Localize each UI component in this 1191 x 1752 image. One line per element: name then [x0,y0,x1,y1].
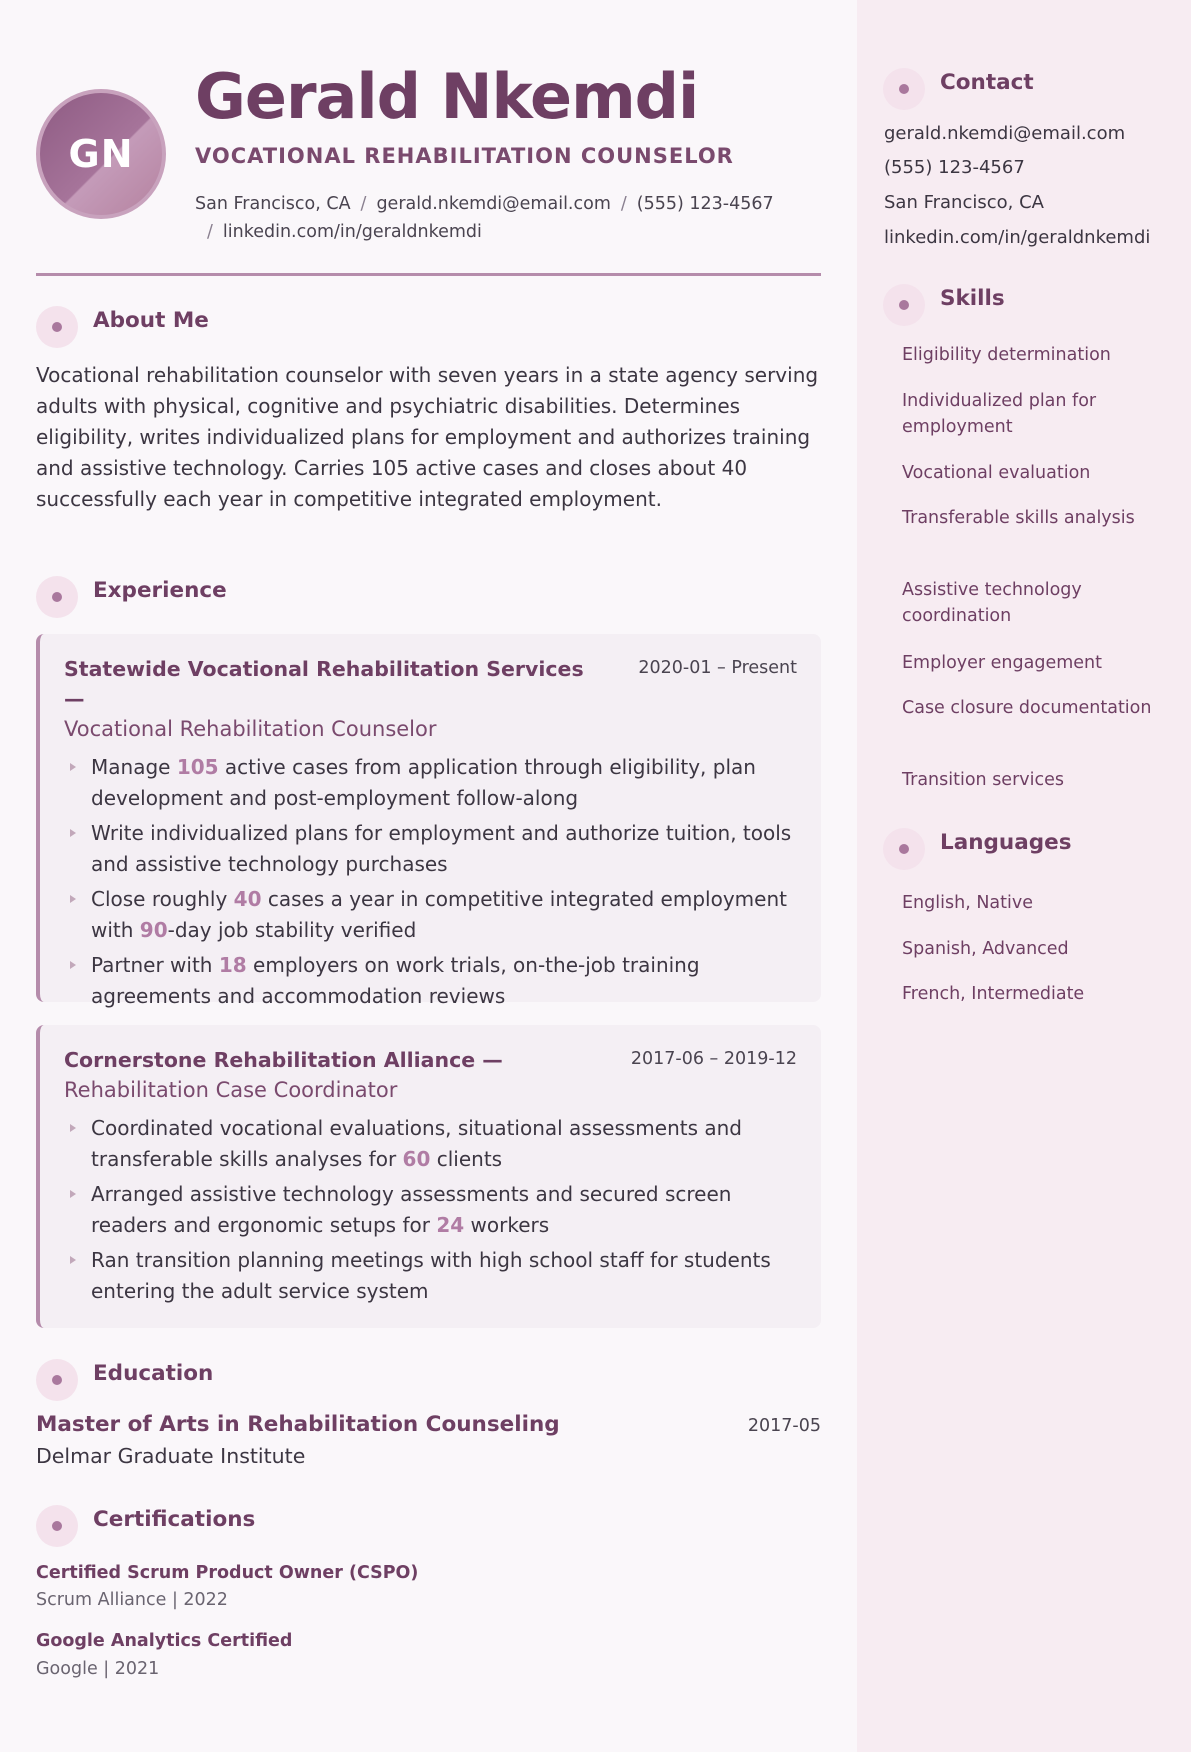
bullet-dot-icon [36,306,78,348]
education-date: 2017-05 [747,1416,821,1436]
job-bullet: Close roughly 40 cases a year in competitive integrated employment with 90-day job stability verified [64,884,797,946]
experience-heading: Experience [93,578,227,603]
header-linkedin[interactable]: linkedin.com/in/geraldnkemdi [222,222,482,242]
bullet-dot-icon [883,284,925,326]
sidebar [857,0,1191,1752]
about-text: Vocational rehabilitation counselor with seven years in a state agency serving adults with physical, cognitive and psychiatric disabilities. Determines eligibility, writes individualized plans for employment and authorizes training and assistive technology. Carries 105 active cases and closes about 40 successfully each year in competitive integrated employment. [36,363,819,511]
skill-item: Eligibility determination [902,345,1111,365]
header-contact-line [195,190,835,246]
languages-heading: Languages [940,830,1072,855]
sidebar-location: San Francisco, CA [884,192,1044,213]
sidebar-email[interactable]: gerald.nkemdi@email.com [884,123,1126,144]
certification-meta: Google | 2021 [36,1659,160,1679]
skills-heading: Skills [940,286,1005,311]
skill-item: Individualized plan for employment [902,391,1097,437]
bullet-dot-icon [36,1359,78,1401]
language-item: English, Native [902,893,1033,913]
job-bullet: Arranged assistive technology assessments and secured screen readers and ergonomic setups for 24 workers [64,1179,797,1241]
avatar-initials: GN [68,132,134,176]
job-title: VOCATIONAL REHABILITATION COUNSELOR [195,144,734,168]
skill-item: Assistive technology coordination [902,580,1082,626]
job-dates: 2020-01 – Present [638,658,797,678]
experience-card [36,634,821,1008]
sidebar-linkedin[interactable]: linkedin.com/in/geraldnkemdi [884,227,1151,248]
certification-name: Certified Scrum Product Owner (CSPO) [36,1563,419,1583]
certification-meta: Scrum Alliance | 2022 [36,1590,228,1610]
skill-item: Transferable skills analysis [902,508,1135,528]
job-bullet: Partner with 18 employers on work trials, on-the-job training agreements and accommodation reviews [64,950,797,1012]
bullet-dot-icon [883,828,925,870]
certifications-heading: Certifications [93,1507,256,1532]
job-role: Rehabilitation Case Coordinator [64,1078,398,1102]
language-item: Spanish, Advanced [902,939,1069,959]
education-school: Delmar Graduate Institute [36,1444,306,1468]
sidebar-phone[interactable]: (555) 123-4567 [884,157,1025,178]
avatar [36,89,166,219]
about-heading: About Me [93,308,209,333]
skill-item: Case closure documentation [902,698,1152,718]
bullet-dot-icon [883,68,925,110]
contact-heading: Contact [940,70,1034,95]
bullet-dot-icon [36,576,78,618]
job-bullet: Manage 105 active cases from application through eligibility, plan development and post-employment follow-along [64,752,797,814]
header-phone[interactable]: (555) 123-4567 [636,194,774,214]
header-email[interactable]: gerald.nkemdi@email.com [376,194,611,214]
job-bullet: Write individualized plans for employment and authorize tuition, tools and assistive technology purchases [64,818,797,880]
company-name: Cornerstone Rehabilitation Alliance — [64,1048,503,1072]
certification-name: Google Analytics Certified [36,1631,293,1651]
candidate-name: Gerald Nkemdi [195,60,699,133]
header-divider [36,273,821,276]
job-bullet: Coordinated vocational evaluations, situational assessments and transferable skills analyses for 60 clients [64,1113,797,1175]
experience-card [36,1025,821,1328]
skill-item: Vocational evaluation [902,463,1091,483]
job-dates: 2017-06 – 2019-12 [630,1049,797,1069]
job-bullets [64,752,797,1012]
main-column [36,0,821,1752]
skill-item: Transition services [902,770,1064,790]
education-degree: Master of Arts in Rehabilitation Counseling [36,1412,560,1437]
company-name: Statewide Vocational Rehabilitation Services — [64,657,584,711]
job-bullets [64,1113,797,1307]
separator: / [360,194,367,214]
language-item: French, Intermediate [902,984,1085,1004]
skill-item: Employer engagement [902,653,1102,673]
separator: / [207,222,213,242]
bullet-dot-icon [36,1505,78,1547]
job-role: Vocational Rehabilitation Counselor [64,717,437,741]
education-heading: Education [93,1361,214,1386]
header-location: San Francisco, CA [195,194,351,214]
separator: / [620,194,627,214]
job-bullet: Ran transition planning meetings with high school staff for students entering the adult service system [64,1245,797,1307]
